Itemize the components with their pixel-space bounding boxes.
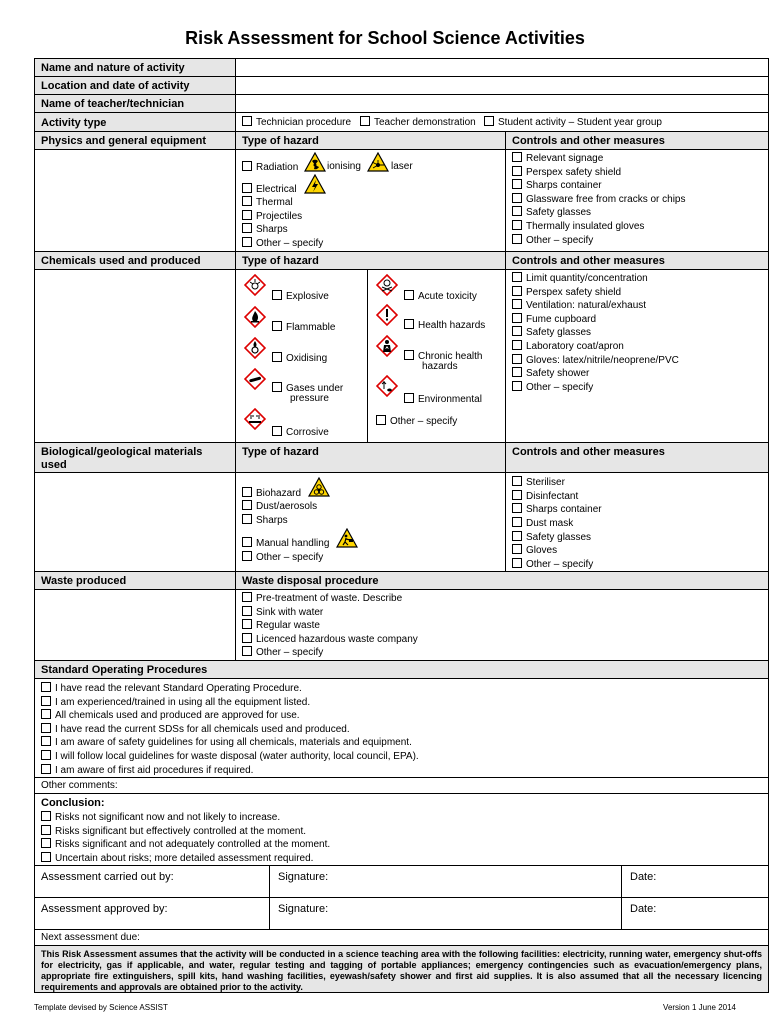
checkbox[interactable] <box>242 116 252 126</box>
next-assessment-label: Next assessment due: <box>41 932 140 943</box>
sop-item[interactable]: All chemicals used and produced are approved for use. <box>41 709 300 722</box>
date-label: Date: <box>630 871 657 883</box>
laser-warning-icon <box>367 152 389 172</box>
thermal-option[interactable]: Thermal <box>242 196 293 209</box>
biological-controls-header: Controls and other measures <box>512 446 665 458</box>
checkbox[interactable] <box>242 210 252 220</box>
waste-item[interactable]: Regular waste <box>242 619 320 632</box>
physics-label: Physics and general equipment <box>41 135 207 147</box>
flammable-option[interactable]: Flammable <box>272 321 335 334</box>
control-item[interactable]: Steriliser <box>512 476 565 489</box>
skull-pictogram-icon <box>376 274 398 296</box>
physics-header-row <box>34 131 769 149</box>
chronic-health-option[interactable]: Chronic health <box>404 350 482 363</box>
control-item[interactable]: Safety glasses <box>512 206 591 219</box>
waste-item[interactable]: Licenced hazardous waste company <box>242 633 418 646</box>
biological-label: Biological/geological materials used <box>41 446 203 471</box>
biological-hazards <box>235 473 505 571</box>
carried-out-date-field[interactable] <box>621 866 768 897</box>
radiation-option[interactable]: Radiation <box>242 161 298 174</box>
conclusion-item[interactable]: Uncertain about risks; more detailed assessment required. <box>41 852 313 865</box>
approved-label: Assessment approved by: <box>41 903 168 915</box>
control-item[interactable]: Safety glasses <box>512 326 591 339</box>
name-activity-field[interactable] <box>235 59 768 76</box>
control-item[interactable]: Perspex safety shield <box>512 166 621 179</box>
next-assessment-row[interactable] <box>34 929 769 945</box>
sop-item[interactable]: I will follow local guidelines for waste disposal (water authority, local council, EPA). <box>41 750 419 763</box>
footer-left: Template devised by Science ASSIST <box>34 1003 168 1012</box>
checkbox[interactable] <box>242 183 252 193</box>
biohazard-option[interactable]: Biohazard <box>242 487 301 500</box>
teacher-row <box>34 94 769 112</box>
disclaimer-row <box>34 945 769 993</box>
corrosive-option[interactable]: Corrosive <box>272 426 329 439</box>
chemicals-hazard-header: Type of hazard <box>242 255 319 267</box>
biological-hazard-header: Type of hazard <box>242 446 319 458</box>
approved-signature-field[interactable] <box>269 898 621 929</box>
signature-label: Signature: <box>278 871 329 883</box>
control-item[interactable]: Other – specify <box>512 381 593 394</box>
sop-item[interactable]: I have read the relevant Standard Operating Procedure. <box>41 682 302 695</box>
checkbox[interactable] <box>242 161 252 171</box>
other-hazard-option[interactable]: Other – specify <box>242 237 323 250</box>
environmental-option[interactable]: Environmental <box>404 393 482 406</box>
environment-pictogram-icon <box>376 375 398 397</box>
checkbox[interactable] <box>484 116 494 126</box>
health-hazard-pictogram-icon <box>376 335 398 357</box>
conclusion-item[interactable]: Risks significant and not adequately controlled at the moment. <box>41 838 330 851</box>
chemicals-header-row <box>34 251 769 269</box>
carried-out-signature-field[interactable] <box>269 866 621 897</box>
activity-type-row <box>34 112 769 131</box>
oxidising-option[interactable]: Oxidising <box>272 352 327 365</box>
approved-date-field[interactable] <box>621 898 768 929</box>
name-activity-row <box>34 58 769 76</box>
control-item[interactable]: Relevant signage <box>512 152 603 165</box>
radiation-warning-icon <box>304 152 326 172</box>
teacher-field[interactable] <box>235 95 768 112</box>
control-item[interactable]: Safety shower <box>512 367 589 380</box>
control-item[interactable]: Disinfectant <box>512 490 578 503</box>
control-item[interactable]: Perspex safety shield <box>512 286 621 299</box>
sop-item[interactable]: I am aware of first aid procedures if required. <box>41 764 253 777</box>
electrical-warning-icon <box>304 174 326 194</box>
conclusion-item[interactable]: Risks significant but effectively controlled at the moment. <box>41 825 306 838</box>
control-item[interactable]: Gloves: latex/nitrile/neoprene/PVC <box>512 354 679 367</box>
manual-handling-warning-icon <box>336 528 358 548</box>
approved-row <box>34 897 769 929</box>
teacher-demonstration-option[interactable]: Teacher demonstration <box>360 116 476 129</box>
oxidising-pictogram-icon <box>244 337 266 359</box>
other-comments-row[interactable] <box>34 777 769 793</box>
manual-handling-option[interactable]: Manual handling <box>242 537 329 550</box>
flammable-pictogram-icon <box>244 306 266 328</box>
physics-controls <box>505 150 768 251</box>
control-item[interactable]: Sharps container <box>512 179 602 192</box>
location-row <box>34 76 769 94</box>
sop-item[interactable]: I have read the current SDSs for all chemicals used and produced. <box>41 723 350 736</box>
other-bio-option[interactable]: Other – specify <box>242 551 323 564</box>
chemicals-body-row <box>34 269 769 442</box>
acute-toxicity-option[interactable]: Acute toxicity <box>404 290 477 303</box>
waste-item[interactable]: Sink with water <box>242 606 323 619</box>
gas-cylinder-pictogram-icon <box>244 368 266 390</box>
sop-header: Standard Operating Procedures <box>41 664 208 676</box>
chronic-health-line2: hazards <box>422 361 458 372</box>
sop-item[interactable]: I am experienced/trained in using all the equipment listed. <box>41 696 310 709</box>
activity-type-label: Activity type <box>41 117 107 129</box>
conclusion-header: Conclusion: <box>41 797 105 809</box>
other-comments-label: Other comments: <box>41 780 118 791</box>
control-item[interactable]: Sharps container <box>512 503 602 516</box>
chemicals-label: Chemicals used and produced <box>41 255 201 267</box>
gases-label-line2: pressure <box>290 393 329 404</box>
sop-header-row <box>34 660 769 678</box>
waste-label: Waste produced <box>41 575 127 587</box>
corrosive-pictogram-icon <box>244 408 266 430</box>
dust-aerosols-option[interactable]: Dust/aerosols <box>242 500 317 513</box>
ionising-label: ionising <box>327 161 361 172</box>
waste-body-row <box>34 589 769 660</box>
chemicals-hazards-right <box>367 270 505 442</box>
electrical-option[interactable]: Electrical <box>242 183 297 196</box>
biological-controls <box>505 473 768 571</box>
disclaimer-text: This Risk Assessment assumes that the activity will be conducted in a science teaching area with the following facilities: electricity, running water, emergency shut-offs for electricity, gas if applicable, and water, regular testing and tagging of portable appliances; emergency contingencies such as evacuation/emergency plans, appropriate fire extinguishers, spill kits, hand washing facilities, eyewash/safety shower and first aid supplies. It is also assumed that all the necessary licencing requirements and approvals are obtained prior to the activity. <box>41 949 762 992</box>
name-activity-label: Name and nature of activity <box>41 62 185 74</box>
physics-hazards <box>235 150 505 251</box>
other-chemical-option[interactable]: Other – specify <box>376 415 457 428</box>
waste-item[interactable]: Other – specify <box>242 646 323 659</box>
carried-out-label: Assessment carried out by: <box>41 871 174 883</box>
sharps-option[interactable]: Sharps <box>242 223 288 236</box>
sop-body-row <box>34 678 769 777</box>
location-label: Location and date of activity <box>41 80 190 92</box>
chemicals-controls-header: Controls and other measures <box>512 255 665 267</box>
control-item[interactable]: Fume cupboard <box>512 313 596 326</box>
waste-header-row <box>34 571 769 589</box>
checkbox[interactable] <box>360 116 370 126</box>
waste-procedures <box>235 590 768 660</box>
signature-label: Signature: <box>278 903 329 915</box>
date-label: Date: <box>630 903 657 915</box>
control-item[interactable]: Dust mask <box>512 517 573 530</box>
control-item[interactable]: Gloves <box>512 544 557 557</box>
physics-hazard-header: Type of hazard <box>242 135 319 147</box>
biohazard-warning-icon <box>308 477 330 497</box>
gases-option[interactable]: Gases under <box>272 382 343 395</box>
technician-procedure-option[interactable]: Technician procedure <box>242 116 351 129</box>
laser-label: laser <box>391 161 413 172</box>
activity-type-options <box>235 113 768 131</box>
control-item[interactable]: Other – specify <box>512 234 593 247</box>
sop-item[interactable]: I am aware of safety guidelines for using all chemicals, materials and equipment. <box>41 736 412 749</box>
explosive-pictogram-icon <box>244 274 266 296</box>
checkbox[interactable] <box>242 196 252 206</box>
control-item[interactable]: Safety glasses <box>512 531 591 544</box>
health-hazards-option[interactable]: Health hazards <box>404 319 485 332</box>
control-item[interactable]: Limit quantity/concentration <box>512 272 648 285</box>
control-item[interactable]: Thermally insulated gloves <box>512 220 644 233</box>
exclamation-pictogram-icon <box>376 304 398 326</box>
control-item[interactable]: Laboratory coat/apron <box>512 340 624 353</box>
projectiles-option[interactable]: Projectiles <box>242 210 302 223</box>
bio-sharps-option[interactable]: Sharps <box>242 514 288 527</box>
control-item[interactable]: Glassware free from cracks or chips <box>512 193 686 206</box>
physics-body-row <box>34 149 769 251</box>
carried-out-row <box>34 865 769 897</box>
location-field[interactable] <box>235 77 768 94</box>
waste-procedure-header: Waste disposal procedure <box>242 575 379 587</box>
control-item[interactable]: Other – specify <box>512 558 593 571</box>
page-title: Risk Assessment for School Science Activities <box>185 28 585 48</box>
checkbox[interactable] <box>242 223 252 233</box>
waste-item[interactable]: Pre-treatment of waste. Describe <box>242 592 402 605</box>
biological-header-row <box>34 442 769 472</box>
explosive-option[interactable]: Explosive <box>272 290 329 303</box>
control-item[interactable]: Ventilation: natural/exhaust <box>512 299 646 312</box>
conclusion-row <box>34 793 769 865</box>
checkbox[interactable] <box>242 237 252 247</box>
chemicals-hazards-left <box>235 270 367 442</box>
chemicals-controls <box>505 270 768 442</box>
teacher-label: Name of teacher/technician <box>41 98 185 110</box>
biological-body-row <box>34 472 769 571</box>
conclusion-item[interactable]: Risks not significant now and not likely to increase. <box>41 811 280 824</box>
student-activity-option[interactable]: Student activity – Student year group <box>484 116 662 129</box>
footer-right: Version 1 June 2014 <box>663 1003 736 1012</box>
physics-controls-header: Controls and other measures <box>512 135 665 147</box>
